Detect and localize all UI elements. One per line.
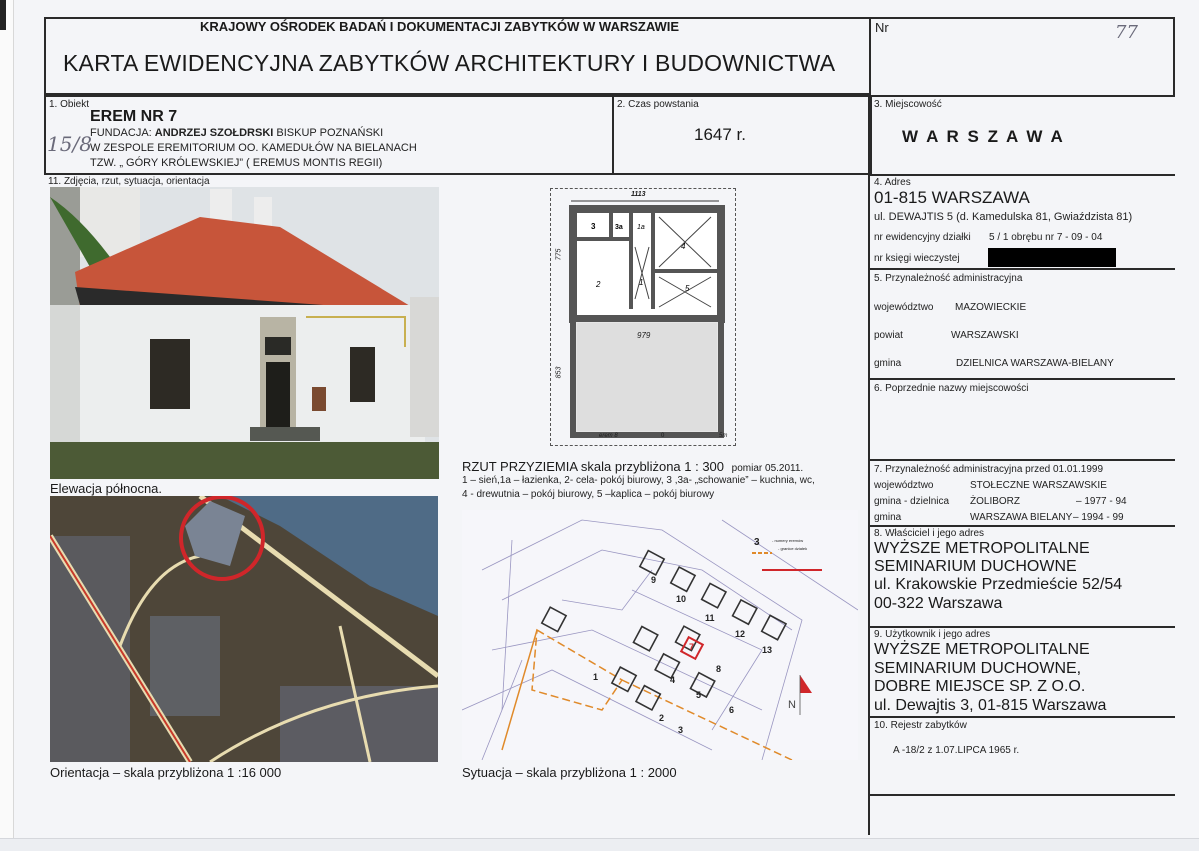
prev-admin-value-0: STOŁECZNE WARSZAWSKIE bbox=[970, 480, 1107, 491]
section11-label: 11. Zdjęcia, rzut, sytuacja, orientacja bbox=[48, 176, 210, 187]
nr-handwritten-value: 77 bbox=[1115, 22, 1138, 43]
plan-name: erem 8 bbox=[599, 433, 618, 439]
hermitage-5 bbox=[655, 654, 679, 678]
divider bbox=[868, 174, 1175, 176]
prev-admin-key-0: województwo bbox=[874, 480, 934, 491]
divider bbox=[868, 268, 1175, 270]
floorplan-legend-line2: 4 - drewutnia – pokój biurowy, 5 –kaplica – pokój biurowy bbox=[462, 489, 715, 500]
prev-admin-key-1: gmina - dzielnica bbox=[874, 496, 950, 507]
postal-city: 01-815 WARSZAWA bbox=[874, 188, 1030, 207]
object-description-line2: W ZESPOLE EREMITORIUM OO. KAMEDUŁÓW NA BIELANACH bbox=[90, 142, 417, 154]
svg-text:1: 1 bbox=[593, 672, 599, 682]
divider bbox=[868, 459, 1175, 461]
prev-admin-value-2: WARSZAWA BIELANY bbox=[970, 512, 1073, 523]
svg-text:13: 13 bbox=[762, 645, 773, 655]
land-register-redacted bbox=[988, 248, 1116, 267]
section6-label: 6. Poprzednie nazwy miejscowości bbox=[874, 383, 1029, 394]
admin-value-municipality: DZIELNICA WARSZAWA-BIELANY bbox=[956, 358, 1114, 369]
nr-label: Nr bbox=[875, 20, 889, 35]
dimension-upper: 775 bbox=[555, 248, 563, 261]
section8-label: 8. Właściciel i jego adres bbox=[874, 528, 985, 539]
hermitage-9 bbox=[640, 551, 664, 575]
handwritten-note: 15/8 bbox=[47, 132, 92, 156]
user-line-0: WYŻSZE METROPOLITALNE bbox=[874, 641, 1090, 658]
svg-text:12: 12 bbox=[735, 629, 746, 639]
divider bbox=[868, 626, 1175, 628]
north-arrow-label: N bbox=[788, 699, 796, 711]
admin-key-municipality: gmina bbox=[874, 358, 902, 369]
building-photo-image bbox=[50, 187, 439, 479]
svg-text:6: 6 bbox=[729, 705, 735, 715]
section1-label: 1. Obiekt bbox=[49, 99, 90, 110]
measurement-note: pomiar 05.2011. bbox=[731, 463, 804, 474]
hermitage-12 bbox=[733, 600, 757, 624]
prev-admin-period-1: – 1977 - 94 bbox=[1076, 496, 1127, 507]
dimension-width: 1113 bbox=[631, 191, 646, 198]
svg-text:4: 4 bbox=[670, 675, 676, 685]
foundation-line bbox=[90, 127, 383, 139]
owner-line-1: SEMINARIUM DUCHOWNE bbox=[874, 558, 1077, 575]
hermitage-2 bbox=[612, 667, 636, 691]
svg-text:3: 3 bbox=[678, 725, 684, 735]
owner-line-3: 00-322 Warszawa bbox=[874, 595, 1003, 612]
parcel-label: nr ewidencyjny działki bbox=[874, 232, 971, 243]
floorplan-title-line bbox=[462, 459, 803, 474]
section5-label: 5. Przynależność administracyjna bbox=[874, 273, 1023, 284]
legend-boundary-text: - granice działek bbox=[778, 546, 808, 551]
room-5: 5 bbox=[685, 284, 690, 293]
orientation-caption: Orientacja – skala przybliżona 1 :16 000 bbox=[50, 765, 282, 780]
owner-line-0: WYŻSZE METROPOLITALNE bbox=[874, 540, 1090, 557]
owner-line-2: ul. Krakowskie Przedmieście 52/54 bbox=[874, 576, 1123, 593]
prev-admin-period-2: – 1994 - 99 bbox=[1073, 512, 1124, 523]
land-register-label: nr księgi wieczystej bbox=[874, 253, 960, 264]
floor-plan-drawing bbox=[551, 189, 735, 445]
user-line-2: DOBRE MIEJSCE SP. Z O.O. bbox=[874, 678, 1086, 695]
orientation-map bbox=[50, 496, 438, 762]
hermitage-10 bbox=[671, 567, 695, 591]
hermitage-1 bbox=[542, 607, 566, 631]
card-title: KARTA EWIDENCYJNA ZABYTKÓW ARCHITEKTURY I BUDOWNICTWA bbox=[63, 50, 836, 76]
admin-key-county: powiat bbox=[874, 330, 903, 341]
svg-text:8: 8 bbox=[716, 664, 722, 674]
room-4: 4 bbox=[681, 242, 686, 251]
street-address: ul. DEWAJTIS 5 (d. Kamedulska 81, Gwiaździsta 81) bbox=[874, 211, 1133, 223]
parcel-value: 5 / 1 obrębu nr 7 - 09 - 04 bbox=[989, 232, 1103, 243]
section7-label: 7. Przynależność administracyjna przed 01.01.1999 bbox=[874, 464, 1104, 475]
section4-label: 4. Adres bbox=[874, 177, 911, 188]
dimension-inner: 979 bbox=[637, 331, 651, 340]
svg-text:2: 2 bbox=[659, 713, 665, 723]
divider bbox=[868, 378, 1175, 380]
foundation-suffix: BISKUP POZNAŃSKI bbox=[273, 127, 384, 139]
orientation-map-image bbox=[50, 496, 438, 762]
foundation-prefix: FUNDACJA: bbox=[90, 127, 155, 139]
hermitage-4 bbox=[633, 626, 657, 650]
svg-text:10: 10 bbox=[676, 594, 687, 604]
prev-admin-value-1: ŻOLIBORZ bbox=[970, 496, 1021, 507]
organization-name: KRAJOWY OŚRODEK BADAŃ I DOKUMENTACJI ZABYTKÓW W WARSZAWIE bbox=[200, 19, 680, 34]
register-entry: A -18/2 z 1.07.LIPCA 1965 r. bbox=[893, 745, 1020, 756]
divider bbox=[868, 95, 870, 835]
svg-text:3: 3 bbox=[754, 537, 760, 548]
section3-label: 3. Miejscowość bbox=[874, 99, 942, 110]
user-line-1: SEMINARIUM DUCHOWNE, bbox=[874, 660, 1082, 677]
divider bbox=[868, 716, 1175, 718]
scale-end: 5m bbox=[719, 433, 728, 439]
room-1: 1 bbox=[639, 278, 644, 287]
situation-caption: Sytuacja – skala przybliżona 1 : 2000 bbox=[462, 765, 677, 780]
founder-name: ANDRZEJ SZOŁDRSKI bbox=[154, 127, 274, 139]
object-name: EREM NR 7 bbox=[90, 108, 178, 125]
room-3a: 3a bbox=[615, 224, 623, 231]
svg-text:11: 11 bbox=[705, 613, 715, 623]
section2-label: 2. Czas powstania bbox=[617, 99, 699, 110]
floorplan-title: RZUT PRZYZIEMIA skala przybliżona 1 : 300 bbox=[462, 459, 725, 474]
svg-text:9: 9 bbox=[651, 575, 657, 585]
prev-admin-key-2: gmina bbox=[874, 512, 902, 523]
admin-key-voivodeship: województwo bbox=[874, 302, 934, 313]
svg-text:5: 5 bbox=[696, 690, 702, 700]
photo-caption: Elewacja północna. bbox=[50, 481, 163, 496]
floor-plan bbox=[550, 188, 736, 446]
dimension-lower: 853 bbox=[555, 366, 563, 379]
object-description-line3: TZW. „ GÓRY KRÓLEWSKIEJ” ( EREMUS MONTIS REGII) bbox=[90, 157, 383, 169]
divider bbox=[868, 525, 1175, 527]
user-line-3: ul. Dewajtis 3, 01-815 Warszawa bbox=[874, 697, 1107, 714]
scan-edge bbox=[0, 0, 14, 851]
svg-text:7: 7 bbox=[689, 642, 695, 652]
hermitage-3 bbox=[636, 686, 660, 710]
room-2: 2 bbox=[596, 280, 601, 289]
legend-number-text: - numery eremów bbox=[772, 538, 804, 543]
hermitage-11 bbox=[702, 583, 726, 607]
scan-edge-bottom bbox=[0, 838, 1199, 851]
construction-date: 1647 r. bbox=[694, 125, 746, 144]
section10-label: 10. Rejestr zabytków bbox=[874, 720, 967, 731]
floorplan-legend-line1: 1 – sień,1a – łazienka, 2- cela- pokój biurowy, 3 ,3a- „schowanie” – kuchnia, wc, bbox=[462, 475, 815, 486]
divider bbox=[612, 95, 614, 175]
building-photo bbox=[50, 187, 439, 479]
admin-value-voivodeship: MAZOWIECKIE bbox=[955, 302, 1027, 313]
site-plan bbox=[462, 510, 858, 760]
room-1a: 1a bbox=[637, 224, 645, 231]
section9-label: 9. Użytkownik i jego adres bbox=[874, 629, 991, 640]
room-3: 3 bbox=[591, 222, 596, 231]
locality-value: W A R S Z A W A bbox=[902, 127, 1065, 146]
divider bbox=[868, 794, 1175, 796]
scale-start: 0 bbox=[661, 433, 665, 439]
hermitage-6 bbox=[690, 673, 714, 697]
admin-value-county: WARSZAWSKI bbox=[951, 330, 1019, 341]
hermitage-13 bbox=[762, 615, 786, 639]
